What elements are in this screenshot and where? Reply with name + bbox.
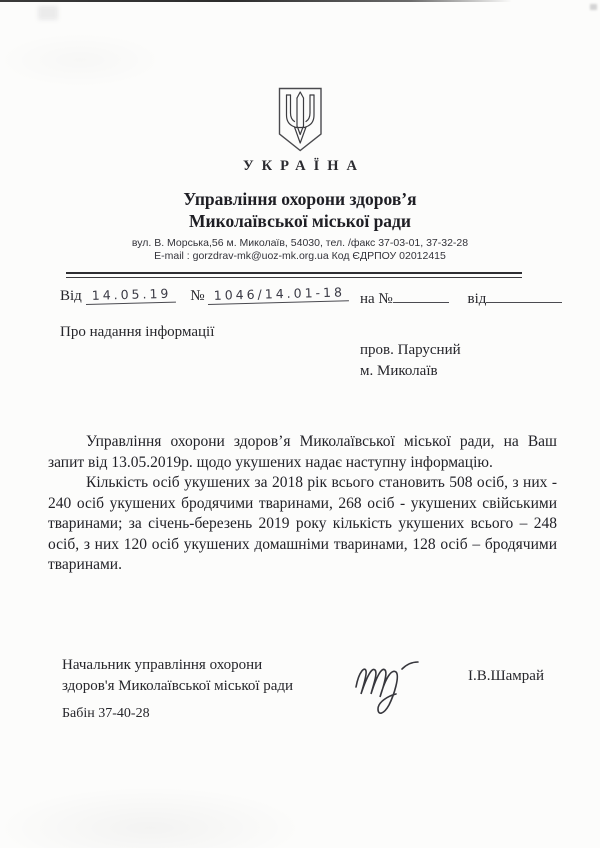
ref-number-label: № [190,288,205,304]
ref-from-label: Від [60,288,82,304]
reply-date-label: від [467,291,487,307]
organization-contacts [0,237,600,263]
organization-name [0,189,600,232]
recipient-street: пров. Парусний [360,342,461,358]
letter-body [48,432,557,576]
executor-contact: Бабін 37-40-28 [62,706,150,721]
reply-number-blank [393,288,449,303]
body-paragraph-1: Управління охорони здоров’я Миколаївської міської ради, на Ваш запит від 13.05.2019р. щодо укушених надає наступну інформацію. [48,433,557,471]
outgoing-reference-line [60,284,350,305]
scan-artifact-smudge [38,6,58,20]
incoming-reference-line [360,288,562,308]
organization-email-edrpou: E-mail : gorzdrav-mk@uoz-mk.org.ua Код ЄДРПОУ 02012415 [154,250,446,262]
recipient-city: м. Миколаїв [360,363,438,379]
signer-title-line2: здоров'я Миколаївської міської ради [62,678,294,694]
ref-number-handwritten: 1046/14.01-18 [208,284,350,305]
header-divider-rule [66,272,522,278]
organization-name-line1: Управління охорони здоров’я [183,189,417,209]
country-name: УКРАЇНА [242,158,366,174]
signer-name: І.В.Шамрай [468,668,544,684]
organization-name-line2: Миколаївської міської ради [189,210,411,231]
ukraine-trident-emblem-icon [278,87,323,158]
reply-date-blank [486,288,562,303]
letter-subject: Про надання інформації [60,324,215,340]
organization-address: вул. В. Морська,56 м. Миколаїв, 54030, тел. /факс 37-03-01, 37-32-28 [131,237,469,249]
reply-number-label: на № [360,291,393,307]
scan-artifact-smudge [590,4,597,10]
recipient-address [360,340,461,382]
body-paragraph-2: Кількість осіб укушених за 2018 рік всього становить 508 осіб, з них - 240 осіб укушених бродячими тваринами, 268 осіб - укушених свійськими тваринами; за січень-березень 2019 року кількість укушених всього – 248 осіб, з них 120 осіб укушених домашніми тваринами, 128 осіб – бродячими тваринами. [48,474,557,573]
handwritten-signature-icon [348,645,443,722]
signer-title [62,655,293,697]
scan-artifact-top-line [0,0,512,2]
ref-date-handwritten: 14.05.19 [85,286,175,305]
signer-title-line1: Начальник управління охорони [62,657,263,673]
